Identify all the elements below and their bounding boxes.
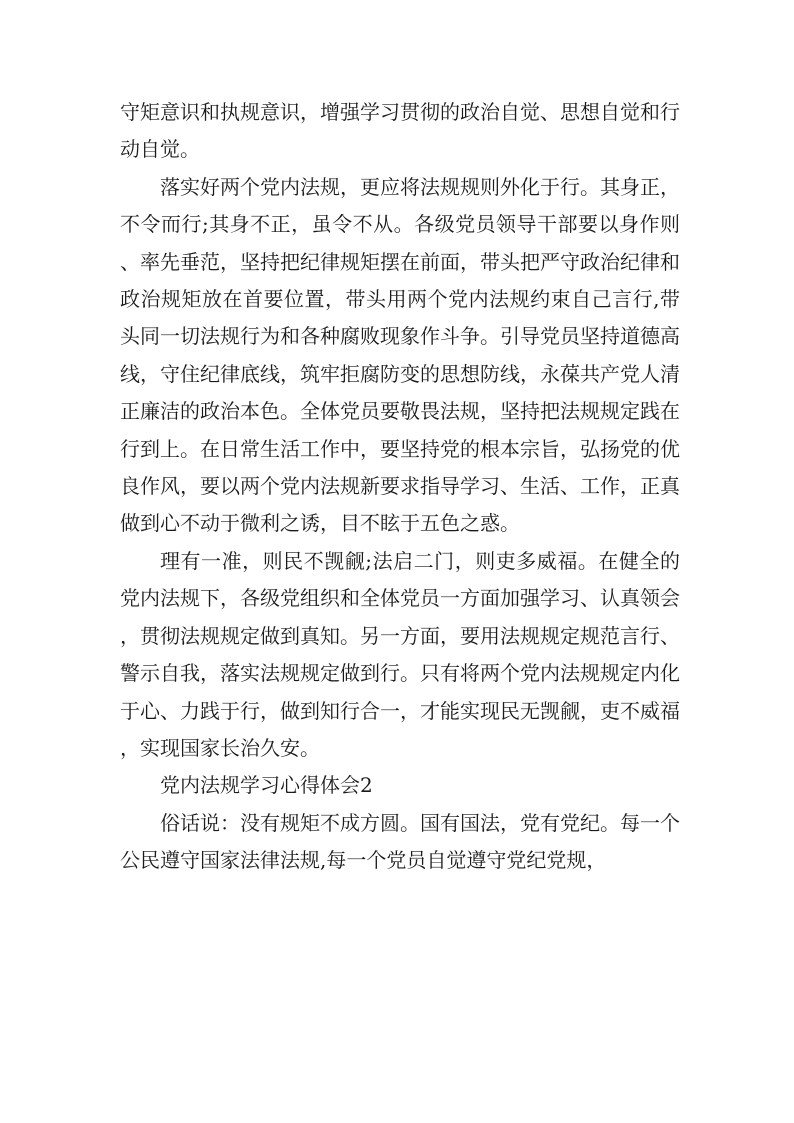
paragraph-principle: 理有一准，则民不觊觎;法启二门，则吏多威福。在健全的党内法规下，各级党组织和全体党员一方面加强学习、认真领会，贯彻法规规定做到真知。另一方面，要用法规规定规范言行、警示自我，落实法规规定做到行。只有将两个党内法规规定内化于心、力践于行，做到知行合一，才能实现民无觊觎，吏不威福，实现国家长治久安。 (120, 548, 680, 760)
document-body (120, 94, 680, 880)
paragraph-continuation: 守矩意识和执规意识，增强学习贯彻的政治自觉、思想自觉和行动自觉。 (120, 100, 680, 162)
paragraph-implementation: 落实好两个党内法规，更应将法规规则外化于行。其身正，不令而行;其身不正，虽令不从。各级党员领导干部要以身作则、率先垂范，坚持把纪律规矩摆在前面，带头把严守政治纪律和政治规矩放在首要位置，带头用两个党内法规约束自己言行,带头同一切法规行为和各种腐败现象作斗争。引导党员坚持道德高线，守住纪律底线，筑牢拒腐防变的思想防线，永葆共产党人清正廉洁的政治本色。全体党员要敬畏法规，坚持把法规规定践在行到上。在日常生活工作中，要坚持党的根本宗旨，弘扬党的优良作风，要以两个党内法规新要求指导学习、生活、工作，正真做到心不动于微利之诱，目不眩于五色之惑。 (120, 174, 680, 536)
paragraph-closing: 俗话说：没有规矩不成方圆。国有国法，党有党纪。每一个公民遵守国家法律法规,每一个党员自觉遵守党纪党规， (120, 810, 680, 873)
section-heading: 党内法规学习心得体会2 (160, 773, 373, 798)
